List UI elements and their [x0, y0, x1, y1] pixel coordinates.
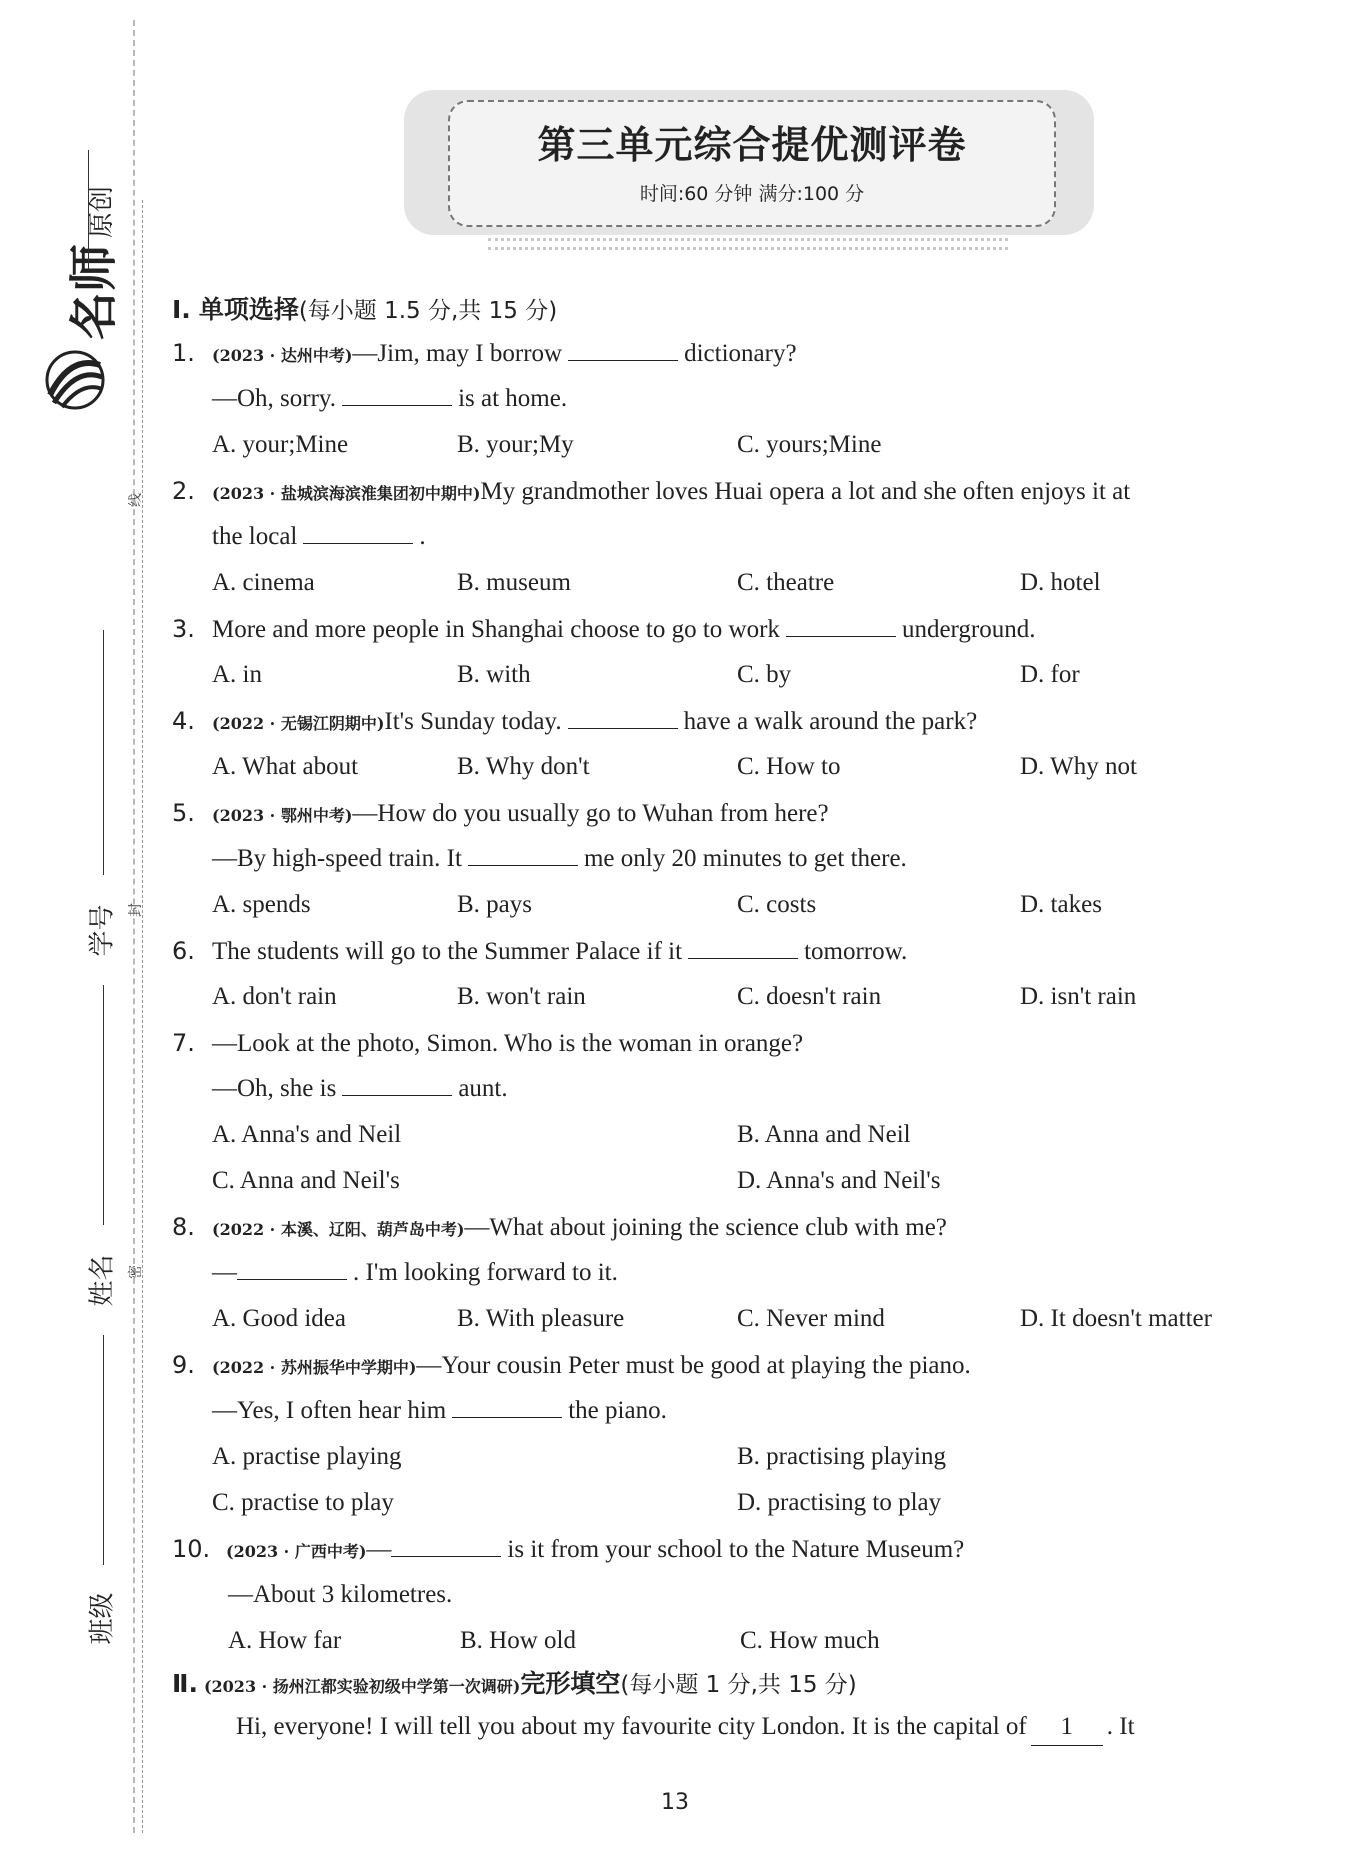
answer-blank [786, 614, 896, 637]
option-b[interactable]: B. your;My [457, 431, 574, 458]
name-line [103, 985, 104, 1225]
question-6: 6. The students will go to the Summer Palace if it tomorrow. A. don't rain B. won't rain C. doesn't rain D. isn't rain [172, 928, 1332, 1020]
option-d[interactable]: D. isn't rain [1020, 983, 1137, 1010]
options [172, 1480, 1332, 1526]
options [172, 1112, 1332, 1158]
option-b[interactable]: B. museum [457, 569, 571, 596]
option-a[interactable]: A. Good idea [212, 1305, 346, 1332]
option-c[interactable]: C. theatre [737, 569, 835, 596]
option-c[interactable]: C. How much [740, 1627, 880, 1654]
margin-mark-xian: 线 [128, 493, 144, 507]
student-id-label: 学号 [87, 904, 118, 957]
cloze-blank-1[interactable]: 1 [1031, 1709, 1103, 1746]
option-b[interactable]: B. How old [460, 1627, 576, 1654]
option-b[interactable]: B. won't rain [457, 983, 586, 1010]
cloze-passage: Hi, everyone! I will tell you about my favourite city London. It is the capital of 1 . It [172, 1704, 1332, 1750]
student-id-line [103, 630, 104, 875]
question-9: 9. (2022 · 苏州振华中学期中)—Your cousin Peter must be good at playing the piano. —Yes, I often hear him the piano. A. practise playing B. practising playing C. practise to play D. practising to play [172, 1342, 1332, 1526]
options [172, 560, 1332, 606]
section-2-heading: Ⅱ. (2023 · 扬州江都实验初级中学第一次调研)完形填空(每小题 1 分,共 15 分) [172, 1669, 857, 1698]
option-b[interactable]: B. with [457, 661, 531, 688]
option-d[interactable]: D. Anna's and Neil's [737, 1167, 941, 1194]
option-a[interactable]: A. don't rain [212, 983, 337, 1010]
option-a[interactable]: A. in [212, 661, 262, 688]
answer-blank [468, 843, 578, 866]
question-3: 3. More and more people in Shanghai choose to go to work underground. A. in B. with C. by D. for [172, 606, 1332, 698]
margin-mark-feng: 封 [128, 903, 144, 917]
options [172, 744, 1332, 790]
option-c[interactable]: C. costs [737, 891, 817, 918]
option-b[interactable]: B. With pleasure [457, 1305, 625, 1332]
answer-blank [452, 1395, 562, 1418]
options [172, 422, 1332, 468]
question-4: 4. (2022 · 无锡江阴期中)It's Sunday today. have a walk around the park? A. What about B. Why don't C. How to D. Why not [172, 698, 1332, 790]
options [172, 974, 1332, 1020]
question-7: 7. —Look at the photo, Simon. Who is the woman in orange? —Oh, she is aunt. A. Anna's and Neil B. Anna and Neil C. Anna and Neil's D. Anna's and Neil's [172, 1020, 1332, 1204]
options [172, 1618, 1332, 1664]
answer-blank [303, 521, 413, 544]
option-c[interactable]: C. How to [737, 753, 841, 780]
option-c[interactable]: C. doesn't rain [737, 983, 882, 1010]
brand-emblem-icon [40, 345, 110, 415]
option-b[interactable]: B. Anna and Neil [737, 1121, 911, 1148]
option-d[interactable]: D. for [1020, 661, 1080, 688]
option-c[interactable]: C. by [737, 661, 792, 688]
answer-blank [342, 383, 452, 406]
class-label: 班级 [87, 1592, 118, 1645]
option-d[interactable]: D. practising to play [737, 1489, 942, 1516]
question-2: 2. (2023 · 盐城滨海滨淮集团初中期中)My grandmother loves Huai opera a lot and she often enjoys it at the local . A. cinema B. museum C. theatre D. hotel [172, 468, 1332, 606]
binding-dashed-line [133, 20, 135, 1833]
option-d[interactable]: D. It doesn't matter [1020, 1305, 1212, 1332]
name-label: 姓名 [87, 1254, 118, 1307]
option-d[interactable]: D. hotel [1020, 569, 1101, 596]
answer-blank [342, 1073, 452, 1096]
options [172, 882, 1332, 928]
answer-blank [237, 1257, 347, 1280]
option-a[interactable]: A. Anna's and Neil [212, 1121, 402, 1148]
question-1: 1. (2023 · 达州中考)—Jim, may I borrow dictionary? —Oh, sorry. is at home. A. your;Mine B. your;My C. yours;Mine [172, 330, 1332, 468]
options [172, 1158, 1332, 1204]
question-10: 10. (2023 · 广西中考)— is it from your school to the Nature Museum? —About 3 kilometres. A. How far B. How old C. How much [172, 1526, 1332, 1664]
page-subtitle: 时间:60 分钟 满分:100 分 [639, 183, 865, 205]
section-1-heading: Ⅰ. 单项选择(每小题 1.5 分,共 15 分) [172, 295, 558, 324]
option-d[interactable]: D. Why not [1020, 753, 1137, 780]
brand-underline [88, 150, 89, 270]
page-title: 第三单元综合提优测评卷 [537, 123, 967, 167]
options [172, 652, 1332, 698]
binding-cut-line [142, 200, 143, 1833]
option-a[interactable]: A. your;Mine [212, 431, 349, 458]
question-5: 5. (2023 · 鄂州中考)—How do you usually go to Wuhan from here? —By high-speed train. It me only 20 minutes to get there. A. spends B. pays C. costs D. takes [172, 790, 1332, 928]
exam-content [172, 290, 1332, 1750]
option-c[interactable]: C. yours;Mine [737, 431, 882, 458]
options [172, 1434, 1332, 1480]
option-c[interactable]: C. practise to play [212, 1489, 394, 1516]
class-line [103, 1335, 104, 1565]
option-c[interactable]: C. Never mind [737, 1305, 885, 1332]
option-a[interactable]: A. What about [212, 753, 359, 780]
title-decoration [488, 238, 1008, 250]
option-b[interactable]: B. practising playing [737, 1443, 946, 1470]
option-b[interactable]: B. Why don't [457, 753, 590, 780]
brand-title: 名师原创 [66, 185, 122, 340]
margin-mark-mi: 密 [128, 1265, 144, 1279]
option-c[interactable]: C. Anna and Neil's [212, 1167, 400, 1194]
answer-blank [568, 338, 678, 361]
option-a[interactable]: A. How far [228, 1627, 342, 1654]
options [172, 1296, 1332, 1342]
option-d[interactable]: D. takes [1020, 891, 1102, 918]
answer-blank [568, 706, 678, 729]
option-b[interactable]: B. pays [457, 891, 532, 918]
option-a[interactable]: A. cinema [212, 569, 315, 596]
title-box [448, 100, 1056, 227]
answer-blank [688, 936, 798, 959]
page-number: 13 [661, 1790, 689, 1815]
answer-blank [391, 1534, 501, 1557]
option-a[interactable]: A. spends [212, 891, 311, 918]
question-8: 8. (2022 · 本溪、辽阳、葫芦岛中考)—What about joining the science club with me? — . I'm looking forward to it. A. Good idea B. With pleasure C. Never mind D. It doesn't matter [172, 1204, 1332, 1342]
option-a[interactable]: A. practise playing [212, 1443, 402, 1470]
